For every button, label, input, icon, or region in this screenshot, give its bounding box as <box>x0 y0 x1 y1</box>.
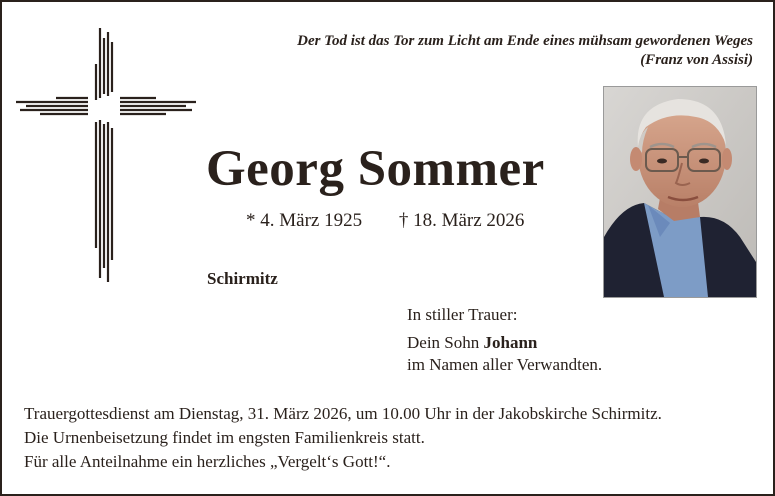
portrait-image <box>604 87 756 297</box>
birth-date: * 4. März 1925 <box>246 210 363 231</box>
quote-block <box>297 32 753 70</box>
mourners-line-2: im Namen aller Verwandten. <box>407 355 603 374</box>
residence-place: Schirmitz <box>207 269 278 288</box>
service-line-1: Trauergottesdienst am Dienstag, 31. März 2026, um 10.00 Uhr in der Jakobskirche Schirmitz. <box>24 404 662 423</box>
deceased-name: Georg Sommer <box>206 141 545 197</box>
mourners-block <box>407 304 602 376</box>
death-date: † 18. März 2026 <box>398 210 525 231</box>
service-line-3: Für alle Anteilnahme ein herzliches „Vergelt‘s Gott!“. <box>24 452 391 471</box>
life-dates <box>246 210 524 232</box>
mourners-name: Johann <box>483 333 538 352</box>
mourners-relation: Dein Sohn <box>407 333 484 352</box>
quote-author: (Franz von Assisi) <box>640 52 753 68</box>
cross-icon <box>16 28 198 286</box>
mourners-intro: In stiller Trauer: <box>407 305 518 324</box>
quote-text: Der Tod ist das Tor zum Licht am Ende eines mühsam gewordenen Weges <box>297 33 753 49</box>
service-line-2: Die Urnenbeisetzung findet im engsten Familienkreis statt. <box>24 428 425 447</box>
portrait-photo <box>603 86 757 298</box>
service-details <box>24 402 662 474</box>
mourners-line-1 <box>407 332 602 354</box>
